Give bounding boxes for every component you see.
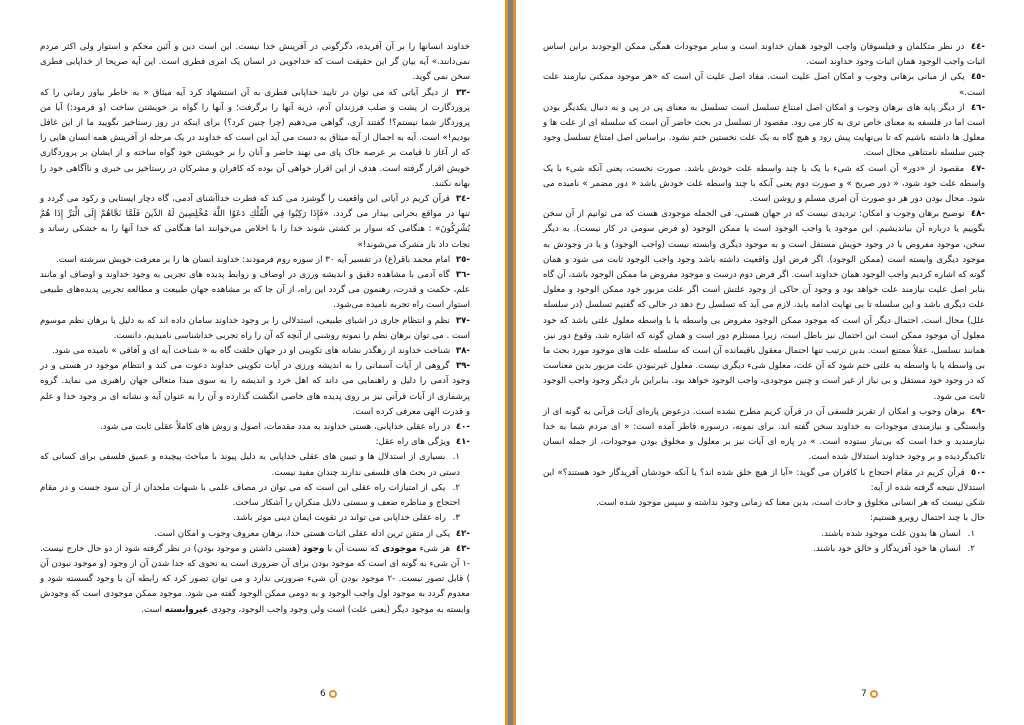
- paragraph-text: بسیاری از استدلال ها و تبیین های عقلی خداپابی به دلیل پیوند با مباحث پیچیده و عمیق فلسفی برای کسانی که دستی در بحث های فلسفی ندارند چندان مفید نیست.: [40, 452, 460, 478]
- key-term: موجودی: [382, 543, 417, 554]
- paragraph-text: ویژگی های راه عقل:: [375, 437, 451, 448]
- paragraph-text: در نظر متکلمان و فیلسوفان واجب الوجود همان خداوند است و سایر موجودات همگی ممکن الوجودند براین اساس اثبات واجب الوجود همان اثبات وجود خداوند است.: [543, 42, 985, 68]
- paragraph-text: که نسبت آن با: [327, 543, 380, 554]
- paragraph-number: -٤٥: [970, 72, 986, 83]
- right-page: [513, 0, 1024, 725]
- paragraph-text: (هستی داشتن و موجود بودن) در نظر گرفته شود از دو حال خارج نیست. -١ آن شیء به گونه ای است که موجود بودن برای آن ضروری است به نحوی که جدا شدن آن از وجود (و موجود نبودن آن ) قابل تصور نیست. -٢ موجود بودن آن شیء ضرورتی ندارد و می توان تصور کرد که رابطه آن با وجود گسسته شود و معدوم گردد به موجود اول واجب الوجود و به دومی ممکن الوجود گفته می شود. موجود ممکن موجودی است که وجودش وابسته به موجود دیگر (یعنی علت) است ولی وجود واجب الوجود، وجودی: [40, 543, 471, 615]
- paragraph-number: ١.: [452, 452, 461, 463]
- paragraph: [543, 542, 985, 557]
- paragraph-text: یکی از امتیازات راه عقلی این است که می توان در مصاف علمی با شبهات ملحدان از آن سود جست و در مقام احتجاج و مناظره ضعف و سستی دلایل منکران را آشکار ساخت.: [40, 482, 460, 509]
- paragraph-text: برهان وجوب و امکان از تقریر فلسفی آن در قرآن کریم مطرح نشده است. درعوض پاره‌ای آیات قرآنی به گونه ای از وابستگی و نیازمندی موجودات به خداوند سخن گفته اند. برای نمونه، درسوره فاطر آمده است: « ای مردم شما به خدا نیازمندید و خدا است که بی‌نیاز ستوده است. » در پاره ای آیات نیز بر معلول و مخلوق بودن موجودات، از جمله انسان تاکیدگردیده و بر وجود خداوند استدلال شده است.: [543, 406, 985, 463]
- paragraph-text: توضیح برهان وجوب و امکان: تردیدی نیست که در جهان هستی، فی الجمله موجودی هست که می توانیم از آن سخن بگوییم یا درباره آن بیاندیشیم. این موجود یا واجب الوجود است یا ممکن الوجود (و فرض سومی در کار نیست). به دیگر سخن، موجود مفروض یا در وجود خویش مستقل است و به موجود دیگری وابسته نیست (واجب الوجود) و یا در وجودش به موجود دیگری وابسته است (ممکن الوجود). اگر فرض اول واقعیت داشته باشد وجود واجب الوجود ثابت می شود و همان گونه که اشاره کردیم واجب الوجود همان خداوند است. اگر فرض دوم درست و موجود مفروض ما ممکن الوجود باشد، آن گاه بنابر اصل علیت نیازمند علت خواهد بود و وجود آن حاکی از وجود علتش است اگر علت مزبور خود ممکن الوجود و معلول علت دیگری باشد و این سلسله تا بی نهایت ادامه یابد، لازم می آید که تسلسل رخ دهد در حالی که گفتیم تسلسل (در سلسله علل) محال است. احتمال دیگر آن است که موجود ممکن الوجود مفروض بی واسطه یا با واسطه معلول علتی باشد که خود معلول آن موجود ممکن است این احتمال نیز باطل است، زیرا مستلزم دور است و همان گونه که اشاره شد، وقوع دور نیز، همانند تسلسل، عقلاً ممتنع است. بدین ترتیب تنها احتمال معقول باقیمانده آن است که سلسله علت های موجود مورد بحث ما بی واسطه یا با واسطه به علتی ختم شود که آن علت، معلول شیء دیگری نیست. معلول غیرنبودن علت مزبور بدین معناست که در وجود خود مستقل و بی نیاز از غیر است و چنین موجودی، واجب الوجود خواهد بود. بنابراین بار دیگر وجود واجب الوجود ثابت می شود.: [543, 209, 985, 402]
- right-page-text: [543, 40, 985, 557]
- paragraph: [40, 268, 470, 314]
- paragraph: [543, 40, 985, 70]
- page-border-rule: [513, 0, 516, 725]
- ring-ornament-icon: [329, 690, 337, 698]
- paragraph-number: -٣٥: [455, 254, 470, 265]
- intro-line: شکی نیست که هر انسانی مخلوق و حادث است، بدین معنا که زمانی وجود نداشته و سپس موجود شده است.: [596, 498, 985, 509]
- paragraph: [40, 40, 470, 86]
- paragraph: [40, 86, 470, 192]
- paragraph-number: -٤١: [455, 437, 470, 448]
- paragraph-text: انسان ها خود آفریدگار و خالق خود باشند.: [813, 543, 961, 554]
- paragraph: [40, 481, 470, 511]
- paragraph-number: -٣٦: [455, 270, 470, 281]
- paragraph-number: -٤٩: [970, 406, 986, 417]
- paragraph-text: است.: [141, 604, 163, 615]
- ring-ornament-icon: [870, 690, 878, 698]
- left-page-text: [40, 40, 470, 618]
- paragraph-text: امام محمد باقر(ع) در تفسیر آیه ٣٠ از سوره روم فرمودند: خداوند انسان ها را بر معرفت خویش سرشته است.: [56, 254, 451, 265]
- key-term: غیروابسته: [164, 604, 209, 615]
- page-border-rule: [505, 0, 508, 725]
- paragraph-text: شناخت خداوند از رهگذر نشانه های تکوینی او در جهان خلقت گاه به « شناخت آیه ای و آفاقی » نامیده می شود.: [51, 346, 451, 357]
- paragraph-number: -٣٣: [455, 87, 471, 98]
- paragraph-number: -٤٣: [455, 543, 471, 554]
- paragraph-text: از دیگر پایه های برهان وجوب و امکان اصل امتناع تسلسل است تسلسل به معنای پی در پی و به دنبال یکدیگر بودن است اما در فلسفه به معنای خاص تری به کار می رود. مقصود از تسلسل در بحث حاضر آن است که سلسله ای از علت ها و معلول ها داشته باشیم که تا بی‌نهایت پیش رود و هیچ گاه به یک علت نخستین ختم نشود. براساس اصل امتناع تسلسل وجود چنین سلسله نامتناهی محال است.: [543, 102, 985, 159]
- paragraph-text: یکی از مبانی برهانی وجوب و امکان اصل علیت است. مفاد اصل علیت آن است که «هر موجود ممکنی نیازمند علت است.»: [543, 72, 985, 98]
- paragraph-text: هر شیء: [419, 543, 451, 554]
- paragraph-text: راه عقلی خداپابی می تواند در تقویت ایمان دینی موثر باشد.: [233, 513, 446, 524]
- paragraph: [543, 207, 985, 405]
- paragraph: [40, 511, 470, 526]
- paragraph-text: قرآن کریم در مقام احتجاج با کافران می گوید: «آیا از هیچ خلق شده اند؟ یا آنکه خودشان آفریدگار خود هستند؟» این استدلال نتیجه گرفته شده از آیه:: [543, 467, 985, 493]
- paragraph-number: -٣٩: [455, 361, 471, 372]
- paragraph-number: ١.: [967, 528, 975, 539]
- paragraph-text: در راه عقلی خداپابی، هستی خداوند به مدد مقدمات، اصول و روش های کاملاً عقلی ثابت می شود.: [100, 422, 451, 433]
- page-number: 6: [320, 689, 326, 699]
- paragraph: [40, 359, 470, 420]
- page-footer: [320, 689, 337, 699]
- left-page: [0, 0, 508, 725]
- paragraph-number: -٥٠: [970, 467, 985, 478]
- paragraph: [40, 253, 470, 268]
- paragraph-number: ٢.: [452, 482, 460, 493]
- paragraph-text: گاه آدمی با مشاهده دقیق و اندیشه ورزی در اوصاف و روابط پدیده های تجربی به وجود خداوند و اوصاف او مانند علم، حکمت و قدرت، رهنمون می گردد این راه، از آن جا که بر مشاهده جهان طبیعت و مطالعه تجربی پدیده‌های طبیعی استوار است راه تجربه نامیده می‌شود.: [40, 270, 470, 311]
- page-number: 7: [861, 689, 867, 699]
- paragraph-text: قرآن کریم در آیاتی این واقعیت را گوشزد می کند که فطرت خداآشنای آدمی، گاه دچار ایستایی و رکود می گردد و تنها در مواقع بحرانی بیدار می گردد. «فَإِذَا رَكِبُوا فِي الْفُلْكِ دَعَوُا اللَّهَ مُخْلِصِينَ لَهُ الدِّينَ فَلَمَّا نَجَّاهُمْ إِلَى الْبَرِّ إِذَا هُمْ يُشْرِكُونَ» : هنگامی که سوار بر کشتی شوند خدا را با اخلاص می‌خوانند اما هنگامی که خدا آنها را به خشکی رساند و نجات داد باز مشرک می‌شوند!»: [40, 194, 470, 250]
- paragraph-text: خداوند انسانها را بر آن آفریده، دگرگونی در آفرینش خدا نیست. این است دین و آئین محکم و استوار ولی اکثر مردم نمی‌دانند.» آیه بیان گر این حقیقت است که خداجویی در انسان یک امری فطری است. این آیه صریحا از خداپابی فطری سخن نمی گوید.: [40, 42, 470, 83]
- paragraph: [40, 542, 470, 618]
- intro-line: حال با چند احتمال روبرو هستیم:: [870, 513, 985, 524]
- paragraph-text: مقصود از «دور» آن است که شیء با یک یا چند واسطه علت خودش باشد. صورت نخست، یعنی آنکه شیء با یک واسطه علت خود شود، « دور صریح » و صورت دوم یعنی آنکه با چند واسطه علت خودش باشد « دور مضمر » نامیده می شود. محال بودن دور هر دو صورت آن امری مسلم و روشن است.: [543, 163, 985, 205]
- paragraph: [40, 192, 470, 253]
- paragraph: [40, 435, 470, 450]
- paragraph-number: -٤٦: [970, 102, 986, 113]
- paragraph: [543, 70, 985, 100]
- page-footer: [861, 689, 878, 699]
- paragraph-number: -٣٧: [455, 315, 470, 326]
- paragraph-text: یکی از متقن ترین ادله عقلی اثبات هستی خدا، برهان معروف وجوب و امکان است.: [154, 528, 451, 539]
- paragraph-text: انسان ها بدون علت موجود شده باشند.: [821, 528, 961, 539]
- paragraph-number: -٤٢: [455, 528, 470, 539]
- paragraph: [40, 344, 470, 359]
- paragraph: [40, 450, 470, 480]
- paragraph: [40, 527, 470, 542]
- paragraph-number: ٢.: [967, 543, 975, 554]
- paragraph: [40, 420, 470, 435]
- paragraph: [543, 466, 985, 496]
- paragraph-number: -٤٧: [970, 163, 985, 174]
- paragraph-number: ٣.: [452, 513, 460, 524]
- paragraph-number: -٣٨: [455, 346, 470, 357]
- paragraph-text: گروهی از آیات آسمانی را به اندیشه ورزی در آیات تکوینی خداوند دعوت می کند و انتظام موجود در هستی و در وجود آدمی را دلیل و راهنمایی می داند که اهل خرد و اندیشه را به سوی مبدا متعالی جهان راهبری می نماید. گروه پرشماری از آیات قرآنی نیز بر روی پدیده های خاصی انگشت گذارده و آن را به عنوان آیه و نشانه ای بر وجود خدا و علم و قدرت الهی معرفی کرده است.: [40, 361, 470, 417]
- paragraph-text: از دیگر آیاتی که می توان در تایید خداپابی فطری به آن استشهاد کرد آیه میثاق « به خاطر بیاور زمانی را که پروردگارت از پشت و صلب فرزندان آدم، ذریه آنها را برگرفت؛ و آنها را گواه بر خویشتن ساخت (و فرمود:) آیا من پروردگار شما نیستم؟! گفتند آری، گواهی می‌دهیم (چرا چنین کرد؟) برای اینکه در روز رستاخیز نگویید ما از این غافل بودیم!» است. آیه به اجمال از آیه میثاق به دست می آید این است که خداوند در یک مرحله از آفرینش همه انسان هایی را که از آغاز تا قیامت بر عرصه خاک پای می نهند حاضر و آنان را بر خویشتن خود گواه ساخته و از ایشان بر پروردگاری خویش اقرار گرفته است. هدف از این اقرار خواهی آن بوده که کافران و مشرکان در رستاخیز بی خبری و ناآگاهی خود را بهانه نکنند.: [40, 87, 470, 189]
- paragraph-number: -٤٤: [970, 42, 985, 52]
- key-term: وجود: [302, 543, 325, 554]
- paragraph: [543, 405, 985, 466]
- paragraph-number: -٤٨: [970, 209, 985, 220]
- paragraph-number: -٣٤: [455, 194, 470, 205]
- paragraph: [40, 314, 470, 344]
- paragraph: [543, 101, 985, 162]
- paragraph-text: نظم و انتظام جاری در اشیای طبیعی، استدلالی را بر وجود خداوند سامان داده اند که به دلیل یا برهان نظم موسوم است . می توان برهان نظم را نمونه روشنی از آنچه که آن را راه تجربی خداشناسی نامیدیم، دانست.: [40, 315, 470, 341]
- paragraph: [543, 527, 985, 542]
- paragraph-number: -٤٠: [455, 422, 470, 433]
- paragraph: [543, 162, 985, 208]
